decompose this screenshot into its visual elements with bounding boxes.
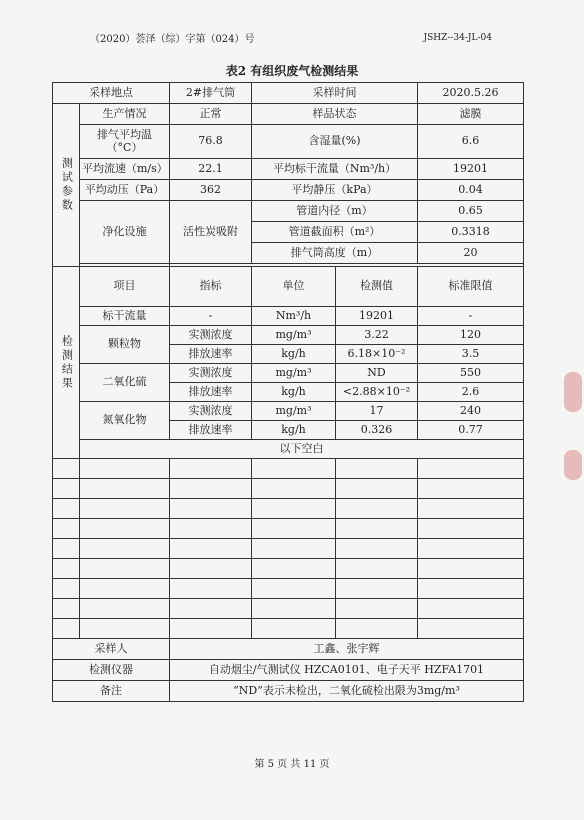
pollutant-unit: kg/h xyxy=(252,345,336,364)
col-head-index: 指标 xyxy=(170,267,252,307)
info-value: 活性炭吸附 xyxy=(170,201,252,264)
time-label: 采样时间 xyxy=(252,83,418,104)
info-row xyxy=(53,159,524,180)
empty-cell xyxy=(252,619,336,639)
site-label: 采样地点 xyxy=(53,83,170,104)
pollutant-value: 17 xyxy=(336,402,418,421)
col-head-item: 项目 xyxy=(80,267,170,307)
empty-row xyxy=(53,559,524,579)
empty-row xyxy=(53,579,524,599)
pollutant-unit: mg/m³ xyxy=(252,326,336,345)
empty-cell xyxy=(336,619,418,639)
info-label: 平均流速（m/s） xyxy=(80,159,170,180)
instrument-value: 自动烟尘/气测试仪 HZCA0101、电子天平 HZFA1701 xyxy=(170,660,524,681)
empty-cell xyxy=(53,559,80,579)
info-label: 管道内径（m） xyxy=(252,201,418,222)
info-value: 6.6 xyxy=(418,125,524,159)
pollutant-value: 0.326 xyxy=(336,421,418,440)
flow-index: - xyxy=(170,307,252,326)
page-number: 第 5 页 共 11 页 xyxy=(254,759,330,770)
flow-value: 19201 xyxy=(336,307,418,326)
col-head-unit: 单位 xyxy=(252,267,336,307)
info-value: 20 xyxy=(418,243,524,264)
pollutant-index: 实测浓度 xyxy=(170,402,252,421)
info-value: 正常 xyxy=(170,104,252,125)
sampler-value: 工鑫、张宇辉 xyxy=(170,639,524,660)
results-table xyxy=(52,82,524,702)
pollutant-row xyxy=(53,402,524,421)
seal-stamp-fragment xyxy=(564,450,582,480)
empty-cell xyxy=(53,619,80,639)
empty-row xyxy=(53,519,524,539)
pollutant-value: 3.22 xyxy=(336,326,418,345)
empty-cell xyxy=(170,579,252,599)
info-row xyxy=(53,125,524,159)
empty-cell xyxy=(80,459,170,479)
remark-label: 备注 xyxy=(53,681,170,702)
empty-cell xyxy=(170,539,252,559)
time-value: 2020.5.26 xyxy=(418,83,524,104)
instrument-row xyxy=(53,660,524,681)
empty-cell xyxy=(252,519,336,539)
empty-cell xyxy=(53,499,80,519)
pollutant-index: 实测浓度 xyxy=(170,326,252,345)
results-head-row xyxy=(53,267,524,307)
flow-unit: Nm³/h xyxy=(252,307,336,326)
empty-cell xyxy=(80,539,170,559)
remark-row xyxy=(53,681,524,702)
empty-cell xyxy=(336,459,418,479)
pollutant-limit: 2.6 xyxy=(418,383,524,402)
seal-stamp-fragment xyxy=(564,372,582,412)
empty-cell xyxy=(80,499,170,519)
empty-cell xyxy=(418,559,524,579)
flow-label: 标干流量 xyxy=(80,307,170,326)
table-title: 表2 有组织废气检测结果 xyxy=(225,64,359,78)
empty-cell xyxy=(336,539,418,559)
info-label: 样品状态 xyxy=(252,104,418,125)
empty-cell xyxy=(53,479,80,499)
sampler-label: 采样人 xyxy=(53,639,170,660)
results-group-label: 检测结果 xyxy=(53,267,80,459)
pollutant-name: 氮氧化物 xyxy=(80,402,170,440)
pollutant-limit: 3.5 xyxy=(418,345,524,364)
info-label: 排气筒高度（m） xyxy=(252,243,418,264)
site-row xyxy=(53,83,524,104)
pollutant-index: 排放速率 xyxy=(170,345,252,364)
empty-cell xyxy=(53,579,80,599)
empty-cell xyxy=(336,479,418,499)
empty-cell xyxy=(418,519,524,539)
empty-cell xyxy=(418,479,524,499)
flow-row xyxy=(53,307,524,326)
info-label: 平均动压（Pa） xyxy=(80,180,170,201)
empty-cell xyxy=(336,519,418,539)
info-label: 净化设施 xyxy=(80,201,170,264)
empty-cell xyxy=(418,599,524,619)
info-value: 0.65 xyxy=(418,201,524,222)
info-label: 生产情况 xyxy=(80,104,170,125)
info-label: 含湿量(%) xyxy=(252,125,418,159)
empty-rows xyxy=(53,459,524,639)
info-row xyxy=(53,201,524,222)
pollutant-name: 颗粒物 xyxy=(80,326,170,364)
pollutant-limit: 550 xyxy=(418,364,524,383)
form-code: JSHZ--34-JL-04 xyxy=(423,33,492,43)
pollutant-limit: 240 xyxy=(418,402,524,421)
empty-cell xyxy=(170,559,252,579)
site-value: 2#排气筒 xyxy=(170,83,252,104)
empty-cell xyxy=(53,519,80,539)
empty-cell xyxy=(170,499,252,519)
pollutant-value: 6.18×10⁻² xyxy=(336,345,418,364)
empty-cell xyxy=(252,579,336,599)
empty-row xyxy=(53,619,524,639)
info-value: 22.1 xyxy=(170,159,252,180)
pollutant-name: 二氧化硫 xyxy=(80,364,170,402)
info-value: 滤膜 xyxy=(418,104,524,125)
empty-cell xyxy=(418,579,524,599)
info-value: 0.04 xyxy=(418,180,524,201)
pollutant-index: 排放速率 xyxy=(170,383,252,402)
pollutant-limit: 0.77 xyxy=(418,421,524,440)
empty-cell xyxy=(336,499,418,519)
empty-row xyxy=(53,479,524,499)
empty-row xyxy=(53,539,524,559)
empty-cell xyxy=(418,619,524,639)
flow-limit: - xyxy=(418,307,524,326)
empty-cell xyxy=(53,599,80,619)
empty-cell xyxy=(80,619,170,639)
empty-cell xyxy=(418,499,524,519)
empty-cell xyxy=(80,579,170,599)
info-row xyxy=(53,104,524,125)
empty-cell xyxy=(53,459,80,479)
info-value: 362 xyxy=(170,180,252,201)
pollutant-unit: mg/m³ xyxy=(252,364,336,383)
pollutant-unit: mg/m³ xyxy=(252,402,336,421)
empty-cell xyxy=(170,619,252,639)
empty-cell xyxy=(252,499,336,519)
empty-cell xyxy=(170,459,252,479)
info-label: 管道截面积（m²） xyxy=(252,222,418,243)
info-label: 平均标干流量（Nm³/h） xyxy=(252,159,418,180)
sampler-row xyxy=(53,639,524,660)
info-label: 平均静压（kPa） xyxy=(252,180,418,201)
empty-cell xyxy=(336,559,418,579)
pollutant-value: ND xyxy=(336,364,418,383)
pollutant-row xyxy=(53,326,524,345)
pollutant-unit: kg/h xyxy=(252,421,336,440)
empty-cell xyxy=(80,559,170,579)
info-value: 19201 xyxy=(418,159,524,180)
empty-cell xyxy=(252,479,336,499)
info-value: 0.3318 xyxy=(418,222,524,243)
pollutant-row xyxy=(53,364,524,383)
col-head-limit: 标准限值 xyxy=(418,267,524,307)
empty-cell xyxy=(252,539,336,559)
pollutant-index: 排放速率 xyxy=(170,421,252,440)
empty-cell xyxy=(252,599,336,619)
pollutant-value: <2.88×10⁻² xyxy=(336,383,418,402)
empty-cell xyxy=(80,479,170,499)
instrument-label: 检测仪器 xyxy=(53,660,170,681)
empty-cell xyxy=(252,459,336,479)
empty-cell xyxy=(80,599,170,619)
remark-value: “ND”表示未检出，二氧化硫检出限为3mg/m³ xyxy=(170,681,524,702)
col-head-value: 检测值 xyxy=(336,267,418,307)
pollutant-index: 实测浓度 xyxy=(170,364,252,383)
empty-row xyxy=(53,499,524,519)
blank-note: 以下空白 xyxy=(80,440,524,459)
empty-cell xyxy=(53,539,80,559)
empty-row xyxy=(53,599,524,619)
info-row xyxy=(53,180,524,201)
info-label: 排气平均温（°C） xyxy=(80,125,170,159)
blank-note-row xyxy=(53,440,524,459)
empty-cell xyxy=(336,579,418,599)
info-value: 76.8 xyxy=(170,125,252,159)
empty-cell xyxy=(336,599,418,619)
empty-cell xyxy=(80,519,170,539)
empty-cell xyxy=(252,559,336,579)
empty-cell xyxy=(418,459,524,479)
empty-cell xyxy=(418,539,524,559)
params-group-label: 测试参数 xyxy=(53,104,80,267)
empty-cell xyxy=(170,599,252,619)
empty-row xyxy=(53,459,524,479)
pollutant-unit: kg/h xyxy=(252,383,336,402)
empty-cell xyxy=(170,479,252,499)
pollutant-limit: 120 xyxy=(418,326,524,345)
empty-cell xyxy=(170,519,252,539)
document-number: （2020）荟泽（综）字第（024）号 xyxy=(90,34,255,45)
